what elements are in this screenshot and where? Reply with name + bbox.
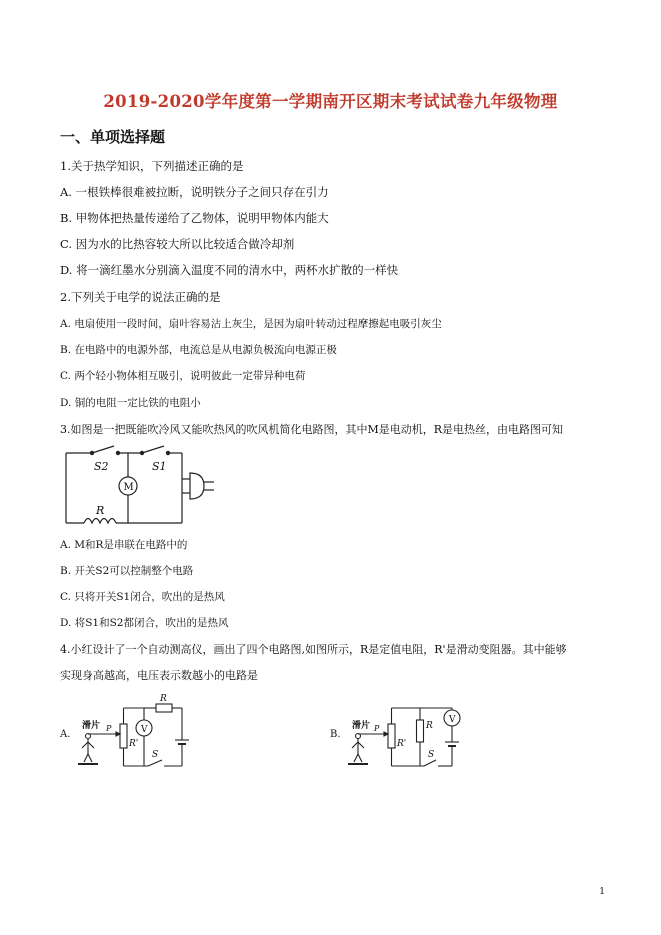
question-3-stem: 3.如图是一把既能吹冷风又能吹热风的吹风机简化电路图，其中M是电动机，R是电热丝，由电路图可知	[60, 423, 564, 436]
rheostat-label: R'	[129, 739, 139, 749]
question-2-option-c: C. 两个轻小物体相互吸引，说明彼此一定带异种电荷	[60, 370, 306, 382]
slider-label: 滑片	[82, 721, 101, 731]
question-2-option-d: D. 铜的电阻一定比铁的电阻小	[60, 397, 201, 409]
question-2-stem: 2.下列关于电学的说法正确的是	[60, 290, 221, 304]
question-4-stem-line1: 4.小红设计了一个自动测高仪，画出了四个电路图,如图所示，R是定值电阻，R'是滑动变阻器。其中能够	[60, 643, 567, 656]
question-4-stem-line2: 实现身高越高，电压表示数越小的电路是	[60, 669, 258, 682]
question-1-option-d: D. 将一滴红墨水分别滴入温度不同的清水中，两杯水扩散的一样快	[60, 263, 399, 277]
question-4-circuit-b	[328, 690, 478, 774]
resistor-label: R	[160, 694, 167, 704]
voltmeter-label: V	[449, 715, 456, 725]
resistor-r-label: R	[96, 504, 105, 517]
question-2-option-b: B. 在电路中的电源外部，电流总是从电源负极流向电源正极	[60, 344, 337, 356]
page-title: 2019-2020学年度第一学期南开区期末考试试卷九年级物理	[103, 92, 558, 111]
question-3-option-b: B. 开关S2可以控制整个电路	[60, 565, 194, 577]
page-number: 1	[599, 887, 605, 897]
rheostat-label: R'	[397, 739, 407, 749]
question-1-stem: 1.关于热学知识，下列描述正确的是	[60, 159, 244, 173]
question-3-option-c: C. 只将开关S1闭合，吹出的是热风	[60, 591, 225, 603]
question-2-option-a: A. 电扇使用一段时间，扇叶容易沾上灰尘，是因为扇叶转动过程摩擦起电吸引灰尘	[60, 318, 442, 330]
voltmeter-label: V	[141, 725, 148, 735]
question-1-option-c: C. 因为水的比热容较大所以比较适合做冷却剂	[60, 237, 295, 251]
option-b-label: B.	[330, 729, 341, 740]
question-1-option-b: B. 甲物体把热量传递给了乙物体，说明甲物体内能大	[60, 211, 329, 225]
switch-label: S	[428, 750, 435, 760]
question-3-option-a: A. M和R是串联在电路中的	[60, 539, 188, 551]
slider-p-label: P	[374, 724, 380, 733]
switch-s1-label: S1	[152, 460, 167, 473]
slider-label: 滑片	[352, 721, 371, 731]
switch-s2-label: S2	[94, 460, 109, 473]
question-1-option-a: A. 一根铁棒很难被拉断，说明铁分子之间只存在引力	[60, 185, 329, 199]
question-3-option-d: D. 将S1和S2都闭合，吹出的是热风	[60, 617, 229, 629]
slider-p-label: P	[106, 724, 112, 733]
question-4-circuit-a	[58, 690, 208, 774]
motor-label: M	[123, 482, 134, 493]
resistor-label: R	[426, 721, 433, 731]
section-heading: 一、单项选择题	[60, 128, 166, 146]
hair-dryer-circuit-figure	[60, 443, 220, 529]
option-a-label: A.	[60, 729, 71, 740]
switch-label: S	[152, 750, 159, 760]
